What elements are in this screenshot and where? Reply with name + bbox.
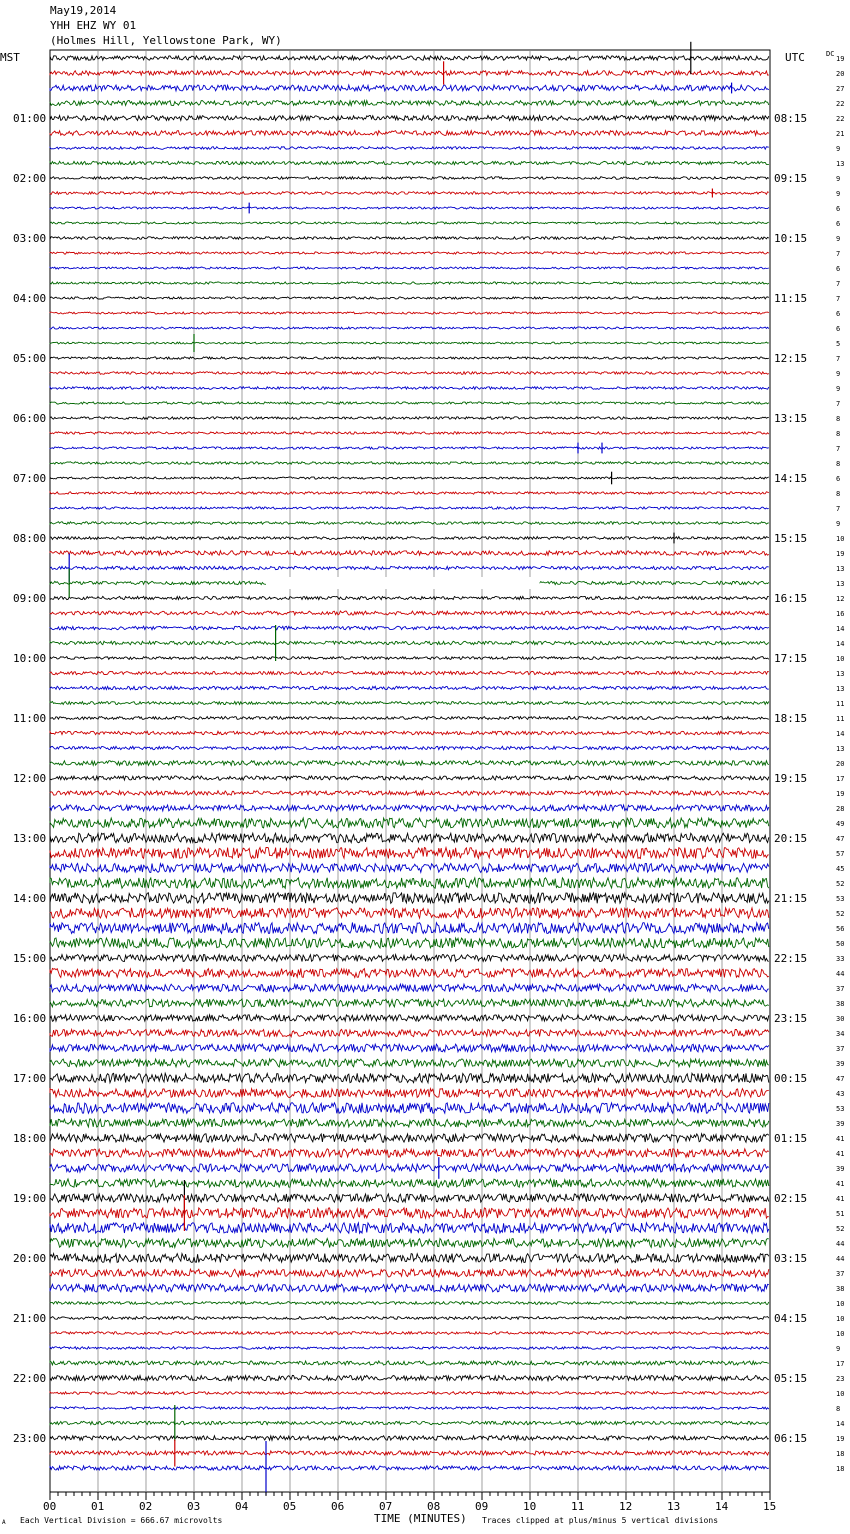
dc-offset-value: 14 xyxy=(836,640,845,648)
x-tick-label: 10 xyxy=(523,1500,537,1513)
x-tick-label: 15 xyxy=(763,1500,777,1513)
dc-offset-value: 17 xyxy=(836,1360,845,1368)
mst-hour-label: 21:00 xyxy=(13,1312,47,1325)
trace-line xyxy=(50,686,769,689)
dc-offset-value: 11 xyxy=(836,715,845,723)
mst-hour-label: 18:00 xyxy=(13,1132,47,1145)
dc-offset-value: 44 xyxy=(836,1240,845,1248)
dc-offset-value: 10 xyxy=(836,1315,845,1323)
trace-line xyxy=(50,776,769,780)
utc-hour-label: 09:15 xyxy=(774,172,808,185)
trace-line xyxy=(50,611,769,615)
x-tick-label: 13 xyxy=(667,1500,681,1513)
trace-line xyxy=(50,848,769,859)
station-code: YHH EHZ WY 01 xyxy=(50,19,137,32)
trace-line xyxy=(50,282,769,284)
x-tick-label: 01 xyxy=(91,1500,105,1513)
trace-line xyxy=(50,1103,769,1114)
dc-offset-value: 6 xyxy=(836,265,841,273)
trace-line xyxy=(50,1347,769,1350)
dc-offset-value: 22 xyxy=(836,100,845,108)
trace-line xyxy=(50,507,769,509)
trace-line xyxy=(50,417,769,419)
axis-labels xyxy=(13,55,844,1513)
trace-line xyxy=(50,1269,769,1277)
trace-line xyxy=(50,791,769,795)
dc-offset-value: 9 xyxy=(836,235,841,243)
trace-line xyxy=(50,596,769,599)
dc-offset-value: 6 xyxy=(836,325,841,333)
mst-hour-label: 20:00 xyxy=(13,1252,47,1265)
dc-offset-value: 56 xyxy=(836,925,845,933)
dc-offset-value: 9 xyxy=(836,520,841,528)
mst-hour-label: 02:00 xyxy=(13,172,47,185)
seismic-traces xyxy=(50,56,769,1470)
data-gap xyxy=(266,577,540,589)
trace-line xyxy=(50,177,769,180)
trace-line xyxy=(50,731,769,735)
dc-offset-value: 11 xyxy=(836,700,845,708)
dc-offset-value: 38 xyxy=(836,1285,845,1293)
utc-hour-label: 23:15 xyxy=(774,1012,808,1025)
dc-offset-value: 8 xyxy=(836,1405,841,1413)
utc-hour-label: 08:15 xyxy=(774,112,808,125)
mst-hour-label: 22:00 xyxy=(13,1372,47,1385)
x-tick-label: 05 xyxy=(283,1500,297,1513)
dc-offset-value: 39 xyxy=(836,1120,845,1128)
trace-line xyxy=(50,1332,769,1335)
dc-offset-value: 37 xyxy=(836,1045,845,1053)
x-tick-label: 14 xyxy=(715,1500,729,1513)
dc-offset-value: 51 xyxy=(836,1210,845,1218)
trace-line xyxy=(50,1208,769,1218)
trace-line xyxy=(50,1361,769,1365)
trace-line xyxy=(50,222,769,224)
dc-offset-value: 52 xyxy=(836,880,845,888)
dc-offset-value: 7 xyxy=(836,505,841,513)
utc-hour-label: 10:15 xyxy=(774,232,808,245)
utc-axis-label: UTC xyxy=(785,51,805,64)
x-tick-label: 08 xyxy=(427,1500,441,1513)
mst-hour-label: 10:00 xyxy=(13,652,47,665)
trace-line xyxy=(50,537,769,540)
dc-offset-value: 8 xyxy=(836,460,841,468)
dc-offset-value: 9 xyxy=(836,190,841,198)
dc-offset-value: 12 xyxy=(836,595,845,603)
dc-offset-value: 13 xyxy=(836,565,845,573)
trace-line xyxy=(50,357,769,359)
trace-line xyxy=(50,1317,769,1320)
dc-offset-value: 13 xyxy=(836,745,845,753)
mst-hour-label: 14:00 xyxy=(13,892,47,905)
station-location: (Holmes Hill, Yellowstone Park, WY) xyxy=(50,34,282,47)
dc-offset-value: 50 xyxy=(836,940,845,948)
trace-line xyxy=(50,267,769,269)
dc-offset-value: 7 xyxy=(836,295,841,303)
trace-line xyxy=(50,477,769,479)
trace-line xyxy=(50,71,769,76)
utc-hour-label: 20:15 xyxy=(774,832,808,845)
dc-offset-value: 6 xyxy=(836,310,841,318)
dc-offset-value: 41 xyxy=(836,1180,845,1188)
dc-offset-value: 14 xyxy=(836,625,845,633)
dc-offset-value: 34 xyxy=(836,1030,845,1038)
dc-offset-value: 14 xyxy=(836,1420,845,1428)
mst-hour-label: 07:00 xyxy=(13,472,47,485)
trace-line xyxy=(50,1029,769,1036)
dc-offset-value: 8 xyxy=(836,430,841,438)
trace-line xyxy=(50,671,769,674)
trace-line xyxy=(50,1392,769,1395)
dc-offset-value: 44 xyxy=(836,970,845,978)
trace-line xyxy=(50,237,769,240)
trace-line xyxy=(50,818,769,828)
trace-line xyxy=(50,641,769,645)
dc-offset-value: 20 xyxy=(836,70,845,78)
trace-line xyxy=(50,207,769,209)
utc-hour-label: 11:15 xyxy=(774,292,808,305)
dc-offset-value: 7 xyxy=(836,250,841,258)
trace-line xyxy=(50,969,769,978)
dc-offset-value: 45 xyxy=(836,865,845,873)
trace-line xyxy=(50,626,769,630)
trace-line xyxy=(50,1073,769,1083)
utc-hour-label: 13:15 xyxy=(774,412,808,425)
utc-hour-label: 00:15 xyxy=(774,1072,808,1085)
utc-hour-label: 12:15 xyxy=(774,352,808,365)
dc-offset-value: 39 xyxy=(836,1165,845,1173)
dc-offset-value: 38 xyxy=(836,1000,845,1008)
trace-line xyxy=(50,1375,769,1380)
trace-line xyxy=(50,1421,769,1425)
trace-line xyxy=(50,908,769,918)
utc-hour-label: 14:15 xyxy=(774,472,808,485)
dc-offset-value: 7 xyxy=(836,280,841,288)
trace-line xyxy=(50,1194,769,1202)
utc-hour-label: 15:15 xyxy=(774,532,808,545)
dc-offset-value: 10 xyxy=(836,1390,845,1398)
dc-offset-value: 18 xyxy=(836,1450,845,1458)
dc-offset-value: 53 xyxy=(836,1105,845,1113)
mst-hour-label: 09:00 xyxy=(13,592,47,605)
utc-hour-label: 21:15 xyxy=(774,892,808,905)
trace-line xyxy=(50,131,769,136)
trace-line xyxy=(50,1466,769,1470)
x-tick-label: 06 xyxy=(331,1500,345,1513)
dc-offset-value: 22 xyxy=(836,115,845,123)
trace-line xyxy=(50,1015,769,1021)
trace-line xyxy=(50,192,769,195)
dc-offset-value: 9 xyxy=(836,370,841,378)
trace-line xyxy=(50,147,769,150)
seismic-events xyxy=(69,42,731,1495)
trace-line xyxy=(50,1119,769,1127)
dc-offset-value: 41 xyxy=(836,1135,845,1143)
utc-hour-label: 19:15 xyxy=(774,772,808,785)
trace-line xyxy=(50,1284,769,1292)
trace-line xyxy=(50,878,769,888)
utc-hour-label: 16:15 xyxy=(774,592,808,605)
trace-line xyxy=(50,923,769,934)
dc-offset-value: 10 xyxy=(836,1300,845,1308)
dc-offset-value: 19 xyxy=(836,550,845,558)
dc-offset-value: 14 xyxy=(836,730,845,738)
dc-offset-value: 39 xyxy=(836,1060,845,1068)
dc-offset-value: 28 xyxy=(836,805,845,813)
dc-offset-value: 23 xyxy=(836,1375,845,1383)
trace-line xyxy=(50,1302,769,1305)
trace-line xyxy=(50,462,769,464)
footer-scale-note: Each Vertical Division = 666.67 microvolts xyxy=(20,1516,223,1525)
plot-date: May19,2014 xyxy=(50,4,117,17)
dc-offset-value: 19 xyxy=(836,1435,845,1443)
mst-hour-label: 16:00 xyxy=(13,1012,47,1025)
trace-line xyxy=(50,492,769,494)
trace-line xyxy=(50,1436,769,1440)
dc-offset-value: 7 xyxy=(836,445,841,453)
dc-offset-value: 20 xyxy=(836,760,845,768)
dc-offset-value: 49 xyxy=(836,820,845,828)
trace-line xyxy=(50,342,769,344)
dc-offset-value: 13 xyxy=(836,160,845,168)
dc-offset-value: 41 xyxy=(836,1150,845,1158)
dc-offset-value: 13 xyxy=(836,670,845,678)
dc-label: DC xyxy=(826,50,835,58)
dc-offset-value: 9 xyxy=(836,1345,841,1353)
trace-line xyxy=(50,1044,769,1052)
x-axis-title: TIME (MINUTES) xyxy=(374,1512,467,1525)
dc-offset-value: 10 xyxy=(836,655,845,663)
trace-line xyxy=(50,447,769,449)
trace-line xyxy=(50,833,769,842)
trace-line xyxy=(50,1149,769,1157)
trace-line xyxy=(50,702,769,705)
dc-offset-value: 6 xyxy=(836,475,841,483)
trace-line xyxy=(50,999,769,1007)
trace-line xyxy=(50,1407,769,1409)
dc-offset-value: 7 xyxy=(836,400,841,408)
trace-line xyxy=(50,312,769,314)
x-tick-label: 00 xyxy=(43,1500,57,1513)
dc-offset-value: 18 xyxy=(836,1465,845,1473)
trace-line xyxy=(50,252,769,254)
dc-offset-value: 10 xyxy=(836,1330,845,1338)
dc-offset-value: 13 xyxy=(836,580,845,588)
x-tick-label: 12 xyxy=(619,1500,633,1513)
dc-offset-value: 16 xyxy=(836,610,845,618)
dc-offset-value: 19 xyxy=(836,55,845,63)
dc-offset-value: 9 xyxy=(836,385,841,393)
trace-line xyxy=(50,372,769,375)
trace-line xyxy=(50,955,769,962)
dc-offset-value: 57 xyxy=(836,850,845,858)
dc-offset-value: 27 xyxy=(836,85,845,93)
dc-offset-value: 47 xyxy=(836,835,845,843)
mst-hour-label: 08:00 xyxy=(13,532,47,545)
trace-line xyxy=(50,432,769,434)
trace-line xyxy=(50,56,769,60)
trace-line xyxy=(50,761,769,766)
dc-offset-value: 47 xyxy=(836,1075,845,1083)
trace-line xyxy=(50,161,769,164)
dc-offset-value: 30 xyxy=(836,1015,845,1023)
trace-line xyxy=(50,863,769,872)
trace-line xyxy=(50,1451,769,1455)
x-tick-label: 07 xyxy=(379,1500,393,1513)
dc-offset-value: 9 xyxy=(836,175,841,183)
trace-line xyxy=(50,297,769,299)
utc-hour-label: 18:15 xyxy=(774,712,808,725)
mst-axis-label: MST xyxy=(0,51,20,64)
dc-offset-value: 52 xyxy=(836,1225,845,1233)
trace-line xyxy=(50,101,769,106)
corner-mark: A xyxy=(2,1519,6,1526)
dc-offset-value: 33 xyxy=(836,955,845,963)
mst-hour-label: 15:00 xyxy=(13,952,47,965)
trace-line xyxy=(50,85,769,91)
mst-hour-label: 04:00 xyxy=(13,292,47,305)
utc-hour-label: 06:15 xyxy=(774,1432,808,1445)
trace-line xyxy=(50,116,769,121)
dc-offset-value: 7 xyxy=(836,355,841,363)
trace-line xyxy=(50,551,769,555)
dc-offset-value: 21 xyxy=(836,130,845,138)
trace-line xyxy=(50,984,769,992)
dc-offset-value: 37 xyxy=(836,1270,845,1278)
dc-offset-value: 13 xyxy=(836,685,845,693)
dc-offset-value: 9 xyxy=(836,145,841,153)
mst-hour-label: 13:00 xyxy=(13,832,47,845)
trace-line xyxy=(50,566,769,569)
dc-offset-value: 41 xyxy=(836,1195,845,1203)
utc-hour-label: 05:15 xyxy=(774,1372,808,1385)
trace-line xyxy=(50,1239,769,1248)
trace-line xyxy=(50,805,769,811)
mst-hour-label: 23:00 xyxy=(13,1432,47,1445)
dc-offset-value: 6 xyxy=(836,220,841,228)
trace-line xyxy=(50,1164,769,1172)
trace-line xyxy=(50,746,769,749)
dc-offset-value: 44 xyxy=(836,1255,845,1263)
trace-line xyxy=(50,1059,769,1067)
mst-hour-label: 05:00 xyxy=(13,352,47,365)
utc-hour-label: 03:15 xyxy=(774,1252,808,1265)
dc-offset-value: 52 xyxy=(836,910,845,918)
trace-line xyxy=(50,1254,769,1263)
mst-hour-label: 01:00 xyxy=(13,112,47,125)
mst-hour-label: 19:00 xyxy=(13,1192,47,1205)
utc-hour-label: 17:15 xyxy=(774,652,808,665)
dc-offset-value: 10 xyxy=(836,535,845,543)
dc-offset-value: 6 xyxy=(836,205,841,213)
dc-offset-value: 17 xyxy=(836,775,845,783)
utc-hour-label: 02:15 xyxy=(774,1192,808,1205)
x-tick-label: 11 xyxy=(571,1500,585,1513)
mst-hour-label: 11:00 xyxy=(13,712,47,725)
dc-offset-value: 5 xyxy=(836,340,841,348)
trace-line xyxy=(50,522,769,525)
trace-line xyxy=(50,657,769,660)
utc-hour-label: 04:15 xyxy=(774,1312,808,1325)
x-tick-label: 03 xyxy=(187,1500,201,1513)
dc-offset-value: 37 xyxy=(836,985,845,993)
mst-hour-label: 12:00 xyxy=(13,772,47,785)
trace-line xyxy=(50,402,769,404)
utc-hour-label: 22:15 xyxy=(774,952,808,965)
trace-line xyxy=(50,1089,769,1098)
trace-line xyxy=(50,938,769,948)
x-tick-label: 09 xyxy=(475,1500,489,1513)
mst-hour-label: 17:00 xyxy=(13,1072,47,1085)
trace-line xyxy=(50,893,769,904)
trace-line xyxy=(50,1179,769,1187)
mst-hour-label: 03:00 xyxy=(13,232,47,245)
utc-hour-label: 01:15 xyxy=(774,1132,808,1145)
dc-offset-value: 53 xyxy=(836,895,845,903)
dc-offset-value: 8 xyxy=(836,415,841,423)
x-tick-label: 02 xyxy=(139,1500,153,1513)
x-tick-label: 04 xyxy=(235,1500,249,1513)
mst-hour-label: 06:00 xyxy=(13,412,47,425)
data-gap-mask xyxy=(266,577,540,589)
footer-clip-note: Traces clipped at plus/minus 5 vertical divisions xyxy=(482,1516,719,1525)
trace-line xyxy=(50,327,769,329)
trace-line xyxy=(50,1134,769,1142)
trace-line xyxy=(50,717,769,720)
dc-offset-value: 43 xyxy=(836,1090,845,1098)
trace-line xyxy=(50,387,769,390)
dc-offset-value: 8 xyxy=(836,490,841,498)
dc-offset-value: 19 xyxy=(836,790,845,798)
trace-line xyxy=(50,1223,769,1233)
